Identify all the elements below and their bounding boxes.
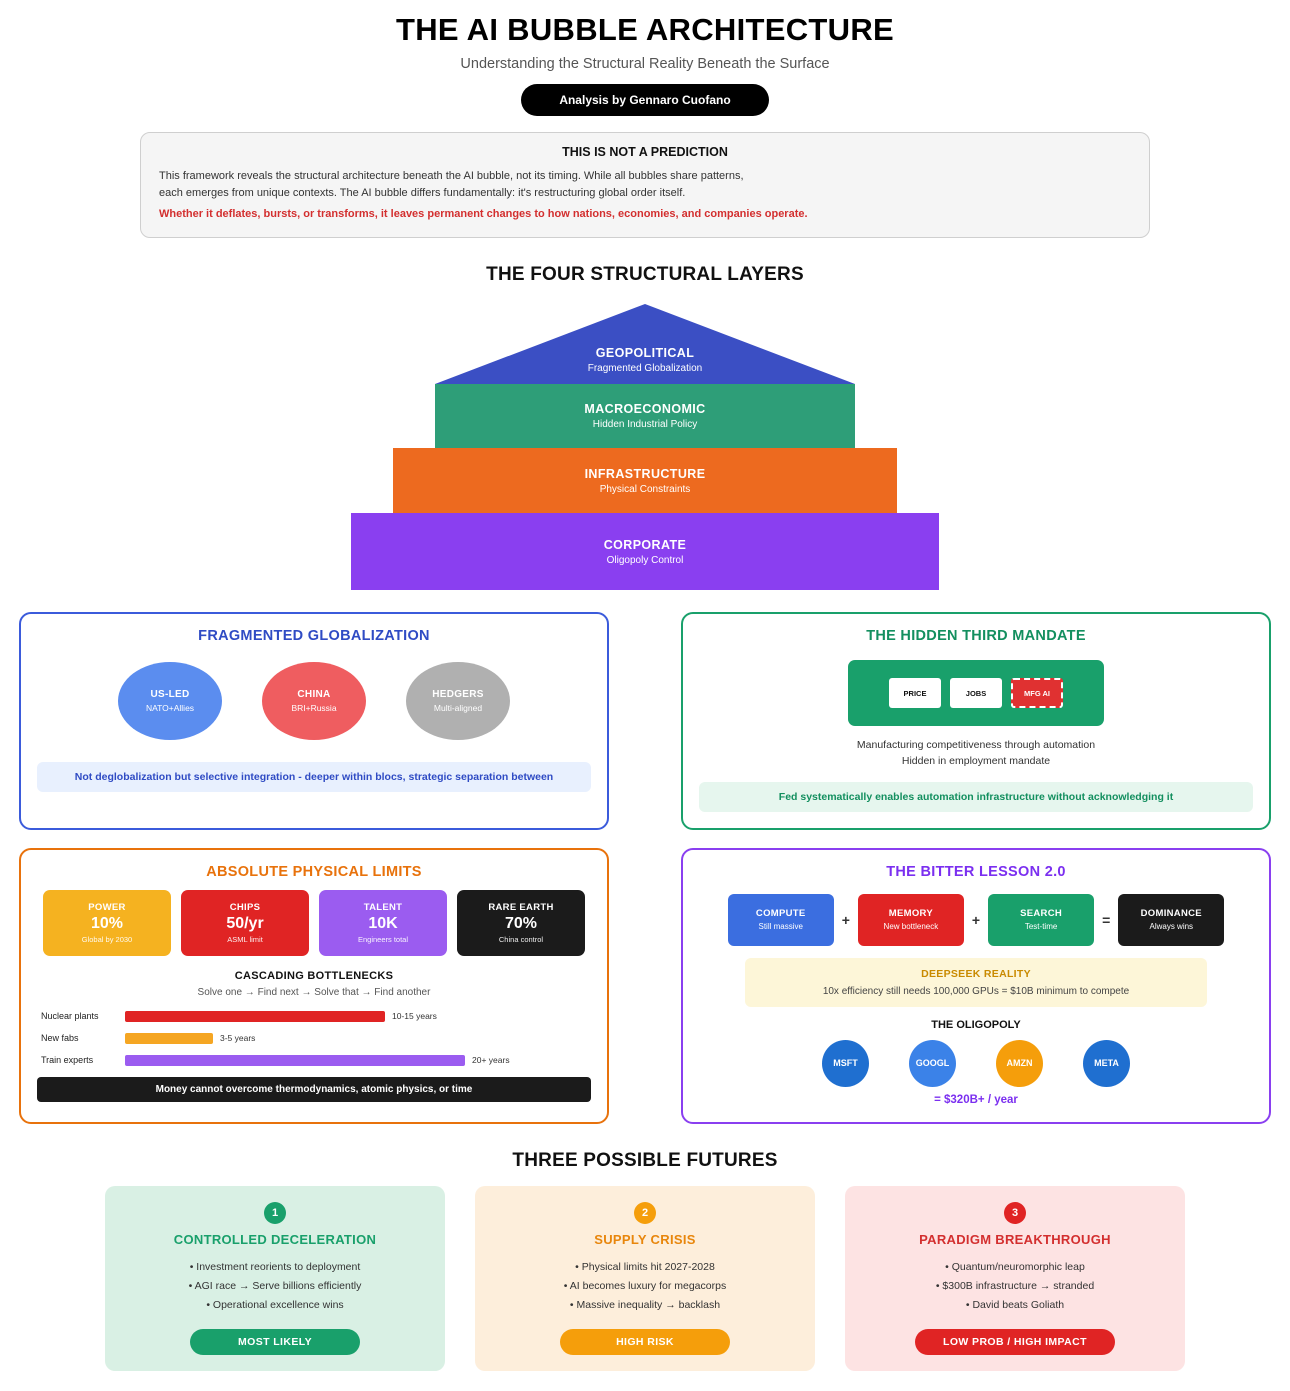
- bar-label: New fabs: [41, 1033, 79, 1044]
- bloc-sub: Multi-aligned: [433, 703, 483, 714]
- future-controlled-deceleration: [105, 1186, 445, 1371]
- bar-row: [41, 1030, 587, 1047]
- page-title: THE AI BUBBLE ARCHITECTURE: [395, 12, 895, 47]
- fragmented-note: Not deglobalization but selective integration - deeper within blocs, strategic separation between: [37, 762, 591, 792]
- future-number: 1: [264, 1202, 286, 1224]
- future-paradigm-breakthrough: [845, 1186, 1185, 1371]
- oligopoly-node-googl: GOOGL: [909, 1040, 956, 1087]
- future-points: [119, 1258, 431, 1316]
- bar-label: Train experts: [41, 1055, 94, 1066]
- layer-sub: Physical Constraints: [599, 483, 691, 495]
- future-points: [859, 1258, 1171, 1316]
- card-title: THE BITTER LESSON 2.0: [886, 863, 1066, 880]
- equation-term-sub: Still massive: [758, 922, 803, 932]
- future-point: • Investment reorients to deployment: [189, 1260, 361, 1273]
- deepseek-text: 10x efficiency still needs 100,000 GPUs = $10B minimum to compete: [822, 985, 1130, 997]
- limit-talent: [319, 890, 447, 956]
- bar-value: 10-15 years: [392, 1011, 437, 1022]
- bloc-sub: NATO+Allies: [145, 703, 195, 714]
- bloc-list: [37, 662, 591, 740]
- bloc-name: HEDGERS: [432, 689, 484, 701]
- card-title: ABSOLUTE PHYSICAL LIMITS: [206, 863, 422, 880]
- future-supply-crisis: [475, 1186, 815, 1371]
- mandate-note: Fed systematically enables automation infrastructure without acknowledging it: [699, 782, 1253, 812]
- disclaimer-warning: Whether it deflates, bursts, or transforms, it leaves permanent changes to how nations, economies, and companies operate.: [159, 208, 808, 221]
- layer-sub: Oligopoly Control: [606, 554, 684, 566]
- byline-row: [14, 84, 1276, 116]
- equation-search: [988, 894, 1094, 946]
- future-badge: MOST LIKELY: [190, 1329, 360, 1355]
- limit-caption: China control: [498, 934, 544, 944]
- equation-term-name: MEMORY: [888, 908, 933, 920]
- bloc-name: CHINA: [297, 689, 331, 701]
- limit-name: RARE EARTH: [488, 901, 554, 913]
- disclaimer-line-1: This framework reveals the structural architecture beneath the AI bubble, not its timing. While all bubbles share patterns,: [159, 170, 744, 182]
- future-badge: HIGH RISK: [560, 1329, 730, 1355]
- bloc-hedgers: [406, 662, 510, 740]
- mandate-cell-mfg-ai: MFG AI: [1011, 678, 1063, 708]
- limit-value: 10%: [90, 914, 124, 932]
- equation-dominance: [1118, 894, 1224, 946]
- bottleneck-sub: Solve one → Find next → Solve that → Find another: [197, 986, 431, 998]
- futures-grid: [14, 1186, 1276, 1371]
- layer-corporate: [351, 513, 939, 590]
- limit-power: [43, 890, 171, 956]
- byline-badge: Analysis by Gennaro Cuofano: [521, 84, 768, 116]
- oligopoly-node-amzn: AMZN: [996, 1040, 1043, 1087]
- equals-sign: =: [1102, 911, 1111, 928]
- layer-sub: Hidden Industrial Policy: [592, 419, 698, 431]
- limit-value: 10K: [368, 914, 398, 932]
- dominance-equation: [699, 894, 1253, 946]
- future-title: SUPPLY CRISIS: [594, 1231, 696, 1247]
- future-title: CONTROLLED DECELERATION: [173, 1231, 377, 1247]
- future-point: • Quantum/neuromorphic leap: [945, 1260, 1085, 1273]
- layer-geopolitical-labels: [435, 346, 855, 374]
- card-title: THE HIDDEN THIRD MANDATE: [866, 628, 1086, 645]
- equation-compute: [728, 894, 834, 946]
- limit-chips: [181, 890, 309, 956]
- card-fragmented-globalization: [19, 612, 609, 830]
- layer-name: GEOPOLITICAL: [595, 346, 695, 361]
- limit-name: TALENT: [363, 901, 403, 913]
- limit-caption: Engineers total: [357, 934, 409, 944]
- future-number: 2: [634, 1202, 656, 1224]
- future-badge: LOW PROB / HIGH IMPACT: [915, 1329, 1115, 1355]
- bloc-us-led: [118, 662, 222, 740]
- bottleneck-bar-chart: [37, 1008, 591, 1069]
- layer-macroeconomic: [435, 384, 855, 448]
- page-subtitle: Understanding the Structural Reality Beneath the Surface: [460, 56, 830, 72]
- limit-cards: [37, 890, 591, 956]
- detail-cards-grid: [14, 612, 1276, 1124]
- future-point: • $300B infrastructure → stranded: [935, 1280, 1095, 1293]
- equation-term-name: COMPUTE: [755, 908, 806, 920]
- deepseek-title: DEEPSEEK REALITY: [921, 967, 1031, 980]
- futures-section-title: THREE POSSIBLE FUTURES: [512, 1149, 778, 1171]
- equation-term-sub: New bottleneck: [883, 922, 939, 932]
- disclaimer-panel: [140, 132, 1150, 238]
- future-point: • David beats Goliath: [965, 1299, 1065, 1312]
- mandate-note-wrap: [699, 782, 1253, 812]
- mandate-cell-price: PRICE: [889, 678, 941, 708]
- limit-value: 70%: [504, 914, 538, 932]
- equation-term-sub: Test-time: [1024, 922, 1058, 932]
- bar-row: [41, 1008, 587, 1025]
- plus-sign-1: +: [841, 911, 850, 928]
- future-title: PARADIGM BREAKTHROUGH: [919, 1231, 1111, 1247]
- bar-fill: [125, 1055, 465, 1066]
- mandate-caption-line-2: Hidden in employment mandate: [901, 754, 1051, 767]
- bar-row: [41, 1052, 587, 1069]
- disclaimer-title: THIS IS NOT A PREDICTION: [562, 145, 728, 159]
- future-point: • AI becomes luxury for megacorps: [563, 1280, 727, 1293]
- bar-label: Nuclear plants: [41, 1011, 99, 1022]
- layers-section-title: THE FOUR STRUCTURAL LAYERS: [486, 264, 804, 286]
- future-number: 3: [1004, 1202, 1026, 1224]
- limit-name: CHIPS: [229, 901, 261, 913]
- limit-rare-earth: [457, 890, 585, 956]
- card-title: FRAGMENTED GLOBALIZATION: [198, 628, 430, 645]
- layer-geopolitical: [435, 304, 855, 384]
- card-absolute-physical-limits: [19, 848, 609, 1124]
- future-point: • Massive inequality → backlash: [569, 1299, 721, 1312]
- mandate-cell-jobs: JOBS: [950, 678, 1002, 708]
- bar-value: 3-5 years: [220, 1033, 256, 1044]
- equation-term-sub: Always wins: [1149, 922, 1194, 932]
- oligopoly-title: THE OLIGOPOLY: [931, 1018, 1021, 1031]
- mandate-caption: [699, 738, 1253, 770]
- layer-name: CORPORATE: [603, 537, 687, 552]
- layer-name: MACROECONOMIC: [584, 402, 706, 417]
- layer-sub: Fragmented Globalization: [587, 363, 703, 375]
- bloc-name: US-LED: [150, 689, 190, 701]
- limit-value: 50/yr: [226, 914, 264, 932]
- card-bitter-lesson: [681, 848, 1271, 1124]
- structural-layers-pyramid: [14, 304, 1276, 590]
- layer-name: INFRASTRUCTURE: [584, 466, 706, 481]
- limit-caption: ASML limit: [227, 934, 263, 944]
- bottleneck-title: CASCADING BOTTLENECKS: [234, 969, 394, 982]
- future-point: • Operational excellence wins: [206, 1299, 344, 1312]
- bar-fill: [125, 1011, 385, 1022]
- layer-infrastructure: [393, 448, 897, 513]
- bloc-sub: BRI+Russia: [291, 703, 337, 714]
- oligopoly-total: = $320B+ / year: [934, 1093, 1018, 1106]
- bloc-china: [262, 662, 366, 740]
- limit-caption: Global by 2030: [81, 934, 133, 944]
- bar-value: 20+ years: [472, 1055, 510, 1066]
- oligopoly-nodes: [699, 1040, 1253, 1087]
- mandate-diagram: [848, 660, 1104, 726]
- plus-sign-2: +: [971, 911, 981, 928]
- equation-memory: [858, 894, 964, 946]
- equation-term-name: SEARCH: [1020, 908, 1063, 920]
- future-point: • Physical limits hit 2027-2028: [575, 1260, 715, 1273]
- equation-term-name: DOMINANCE: [1140, 908, 1202, 920]
- deepseek-panel: [745, 958, 1207, 1007]
- disclaimer-line-2: each emerges from unique contexts. The AI bubble differs fundamentally: it's restructuring global order itself.: [159, 187, 686, 200]
- oligopoly-node-msft: MSFT: [822, 1040, 869, 1087]
- bar-fill: [125, 1033, 213, 1044]
- limit-name: POWER: [88, 901, 126, 913]
- card-hidden-third-mandate: [681, 612, 1271, 830]
- oligopoly-node-meta: META: [1083, 1040, 1130, 1087]
- money-note: Money cannot overcome thermodynamics, atomic physics, or time: [37, 1077, 591, 1102]
- mandate-caption-line-1: Manufacturing competitiveness through automation: [856, 739, 1096, 752]
- future-points: [489, 1258, 801, 1316]
- future-point: • AGI race → Serve billions efficiently: [188, 1280, 362, 1293]
